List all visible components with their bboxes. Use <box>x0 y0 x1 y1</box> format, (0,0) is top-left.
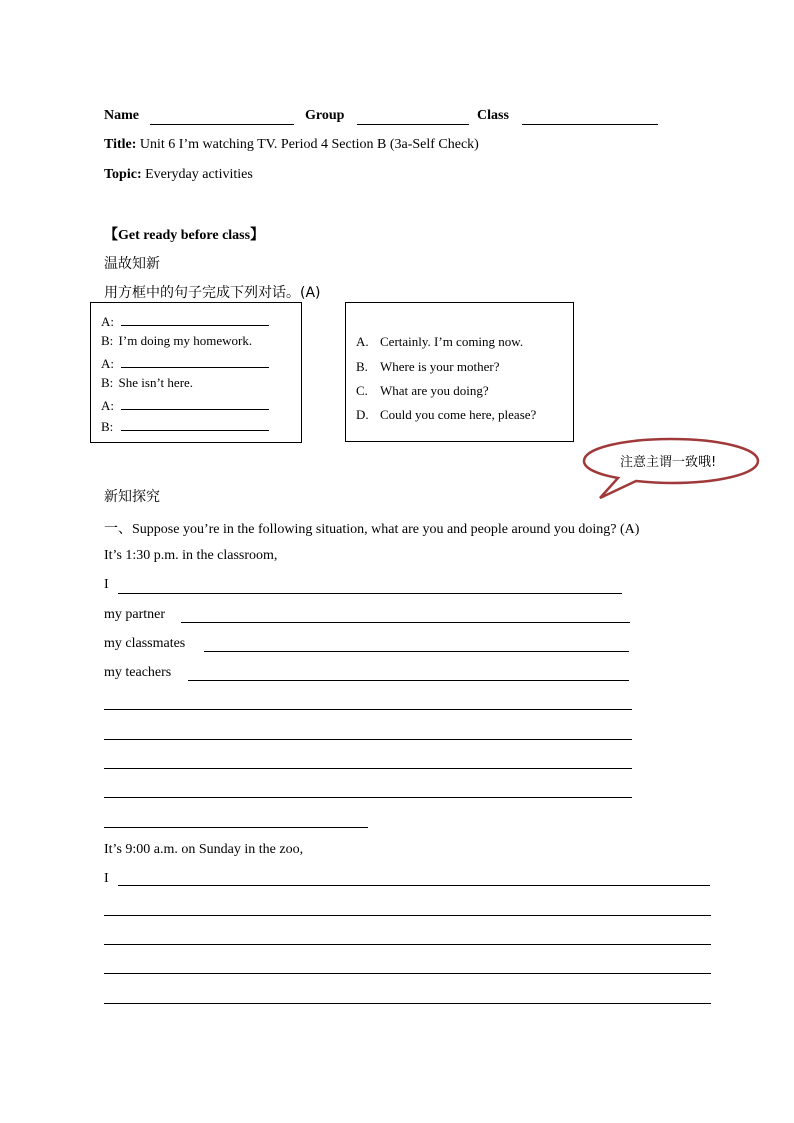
scene2-intro: It’s 9:00 a.m. on Sunday in the zoo, <box>104 842 304 857</box>
class-blank[interactable] <box>522 124 658 125</box>
answer-line[interactable] <box>104 739 632 740</box>
review-subheading: 温故知新 <box>104 256 160 272</box>
dialogue-line: A: <box>101 312 269 330</box>
group-blank[interactable] <box>357 124 469 125</box>
scene1-label-classmates: my classmates <box>104 636 186 651</box>
answer-line[interactable] <box>104 944 711 945</box>
get-ready-heading: 【Get ready before class】 <box>104 228 265 243</box>
topic-text: Everyday activities <box>145 167 253 182</box>
answer-line[interactable] <box>104 915 711 916</box>
scene1-label-partner: my partner <box>104 607 166 622</box>
answer-blank[interactable] <box>121 396 269 410</box>
topic-label: Topic: <box>104 167 142 182</box>
dialogue-line: B: She isn’t here. <box>101 375 194 390</box>
scene1-intro: It’s 1:30 p.m. in the classroom, <box>104 548 278 563</box>
answer-line[interactable] <box>104 827 368 828</box>
dialogue-box <box>90 302 302 443</box>
explore-heading: 新知探究 <box>104 489 160 505</box>
answer-blank[interactable] <box>121 354 269 368</box>
answer-line[interactable] <box>104 768 632 769</box>
name-blank[interactable] <box>150 124 294 125</box>
title-text: Unit 6 I’m watching TV. Period 4 Section B (3a-Self Check) <box>139 137 479 152</box>
answer-line[interactable] <box>104 1003 711 1004</box>
title-label: Title: <box>104 137 137 152</box>
answer-line[interactable] <box>104 709 632 710</box>
question-text: 一、Suppose you’re in the following situation, what are you and people around you doing? (A) <box>104 522 640 537</box>
title-line <box>104 137 479 153</box>
dialogue-line: B: <box>101 417 269 435</box>
answer-line[interactable] <box>204 651 629 652</box>
answer-line[interactable] <box>181 622 630 623</box>
dialogue-line: A: <box>101 396 269 414</box>
options-box <box>345 302 574 442</box>
scene1-label-teachers: my teachers <box>104 665 172 680</box>
answer-blank[interactable] <box>121 417 269 431</box>
scene2-label-i: I <box>104 871 109 886</box>
dialogue-line: B: I’m doing my homework. <box>101 333 253 348</box>
scene1-label-i: I <box>104 577 109 592</box>
option-item: D. Could you come here, please? <box>356 407 537 422</box>
option-item: A. Certainly. I’m coming now. <box>356 334 524 349</box>
answer-line[interactable] <box>104 973 711 974</box>
instruction-text: 用方框中的句子完成下列对话。(A) <box>104 285 321 301</box>
option-item: B. Where is your mother? <box>356 359 500 374</box>
topic-line <box>104 167 253 183</box>
option-item: C. What are you doing? <box>356 383 489 398</box>
name-label: Name <box>104 108 139 123</box>
answer-line[interactable] <box>104 797 632 798</box>
class-label: Class <box>477 108 509 123</box>
answer-line[interactable] <box>118 885 710 886</box>
group-label: Group <box>305 108 345 123</box>
answer-blank[interactable] <box>121 312 269 326</box>
speech-bubble-icon <box>578 436 764 504</box>
dialogue-line: A: <box>101 354 269 372</box>
answer-line[interactable] <box>118 593 622 594</box>
answer-line[interactable] <box>188 680 629 681</box>
callout-text: 注意主谓一致哦! <box>620 455 717 470</box>
